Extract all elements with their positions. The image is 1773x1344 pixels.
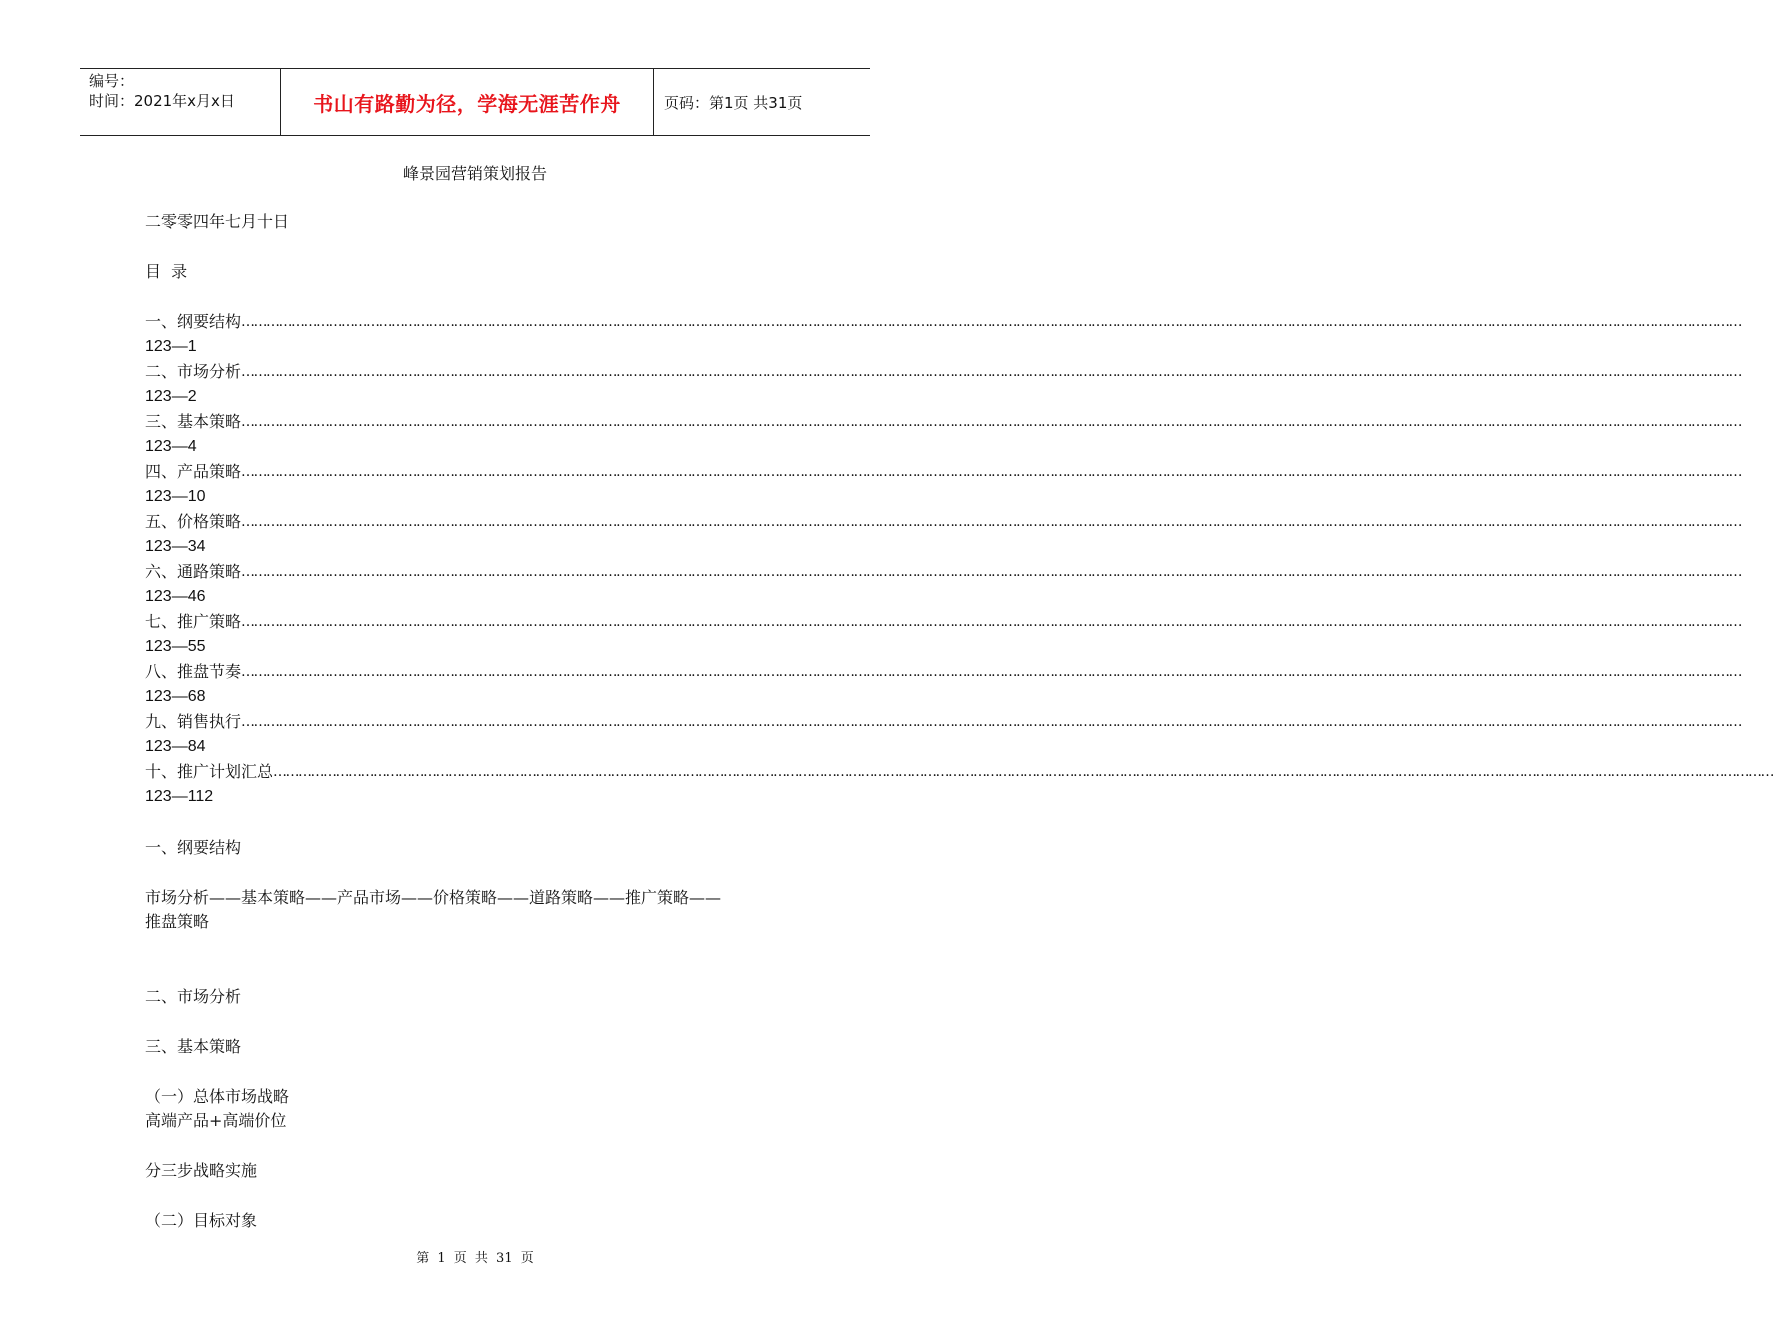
toc-entry-page: 123—10 [145,488,206,505]
toc-entry [145,610,1742,634]
toc-entry [145,660,1742,684]
header-time-label: 时间：2021年x月x日 [89,92,235,110]
page-footer: 第 1 页 共 31 页 [416,1251,534,1266]
toc-entry-page: 123—34 [145,538,206,555]
toc-dot-leader: ……………………………………………………………………………………………………………………………………………………………………………………………………………………………………………………………………………………………………………………………… [241,614,1742,630]
document-date: 二零零四年七月十日 [145,212,290,231]
toc-entry-label: 二、市场分析 [145,362,242,381]
toc-entry-label: 五、价格策略 [145,512,242,531]
section-1-heading: 一、纲要结构 [145,838,242,857]
toc-entry [145,410,1742,434]
toc-entry [145,710,1742,734]
section-1-body-line-2: 推盘策略 [145,912,210,931]
toc-heading: 目 录 [145,262,188,281]
section-1-body-line-1: 市场分析——基本策略——产品市场——价格策略——道路策略——推广策略—— [145,888,722,907]
header-page-info: 页码：第1页 共31页 [664,93,803,112]
toc-entry [145,360,1742,384]
section-3-heading: 三、基本策略 [145,1037,242,1056]
toc-entry-page: 123—4 [145,438,197,455]
toc-entry-page: 123—1 [145,338,197,355]
document-title: 峰景园营销策划报告 [402,164,547,183]
toc-entry [145,310,1742,334]
toc-dot-leader: ……………………………………………………………………………………………………………………………………………………………………………………………………………………………………………………………………………………………………………………………… [273,764,1773,780]
header-motto: 书山有路勤为径，学海无涯苦作舟 [313,91,621,116]
toc-entry [145,510,1742,534]
toc-entry-label: 一、纲要结构 [145,312,242,331]
toc-entry [145,460,1742,484]
toc-entry-page: 123—68 [145,688,206,705]
toc-dot-leader: ……………………………………………………………………………………………………………………………………………………………………………………………………………………………………………………………………………………………………………………………… [241,364,1742,380]
header-motto-cell [281,69,654,135]
subsection-1-heading: （一）总体市场战略 [145,1087,290,1106]
subsection-1-body: 高端产品+高端价位 [145,1111,287,1130]
header-number-label: 编号： [89,72,135,90]
toc-entry-page: 123—112 [145,788,214,805]
subsection-1-body-2: 分三步战略实施 [145,1161,258,1180]
toc-dot-leader: ……………………………………………………………………………………………………………………………………………………………………………………………………………………………………………………………………………………………………………………………… [241,414,1742,430]
toc-entry-label: 八、推盘节奏 [145,662,242,681]
header-page-info-cell [654,69,870,135]
document-body [145,210,1773,1233]
toc-entry-label: 六、通路策略 [145,562,242,581]
toc-dot-leader: ……………………………………………………………………………………………………………………………………………………………………………………………………………………………………………………………………………………………………………………………… [241,314,1742,330]
subsection-2-heading: （二）目标对象 [145,1211,258,1230]
toc-entry-label: 九、销售执行 [145,712,242,731]
toc-entry-page: 123—55 [145,638,206,655]
toc-entry-label: 四、产品策略 [145,462,242,481]
toc-dot-leader: ……………………………………………………………………………………………………………………………………………………………………………………………………………………………………………………………………………………………………………………………… [241,514,1742,530]
toc-entry-label: 七、推广策略 [145,612,242,631]
toc-entry-label: 十、推广计划汇总 [145,762,274,781]
toc-dot-leader: ……………………………………………………………………………………………………………………………………………………………………………………………………………………………………………………………………………………………………………………………… [241,714,1742,730]
table-of-contents [145,310,1773,810]
header-meta [80,69,281,135]
toc-entry [145,760,1773,784]
toc-entry [145,560,1742,584]
toc-entry-page: 123—2 [145,388,197,405]
toc-dot-leader: ……………………………………………………………………………………………………………………………………………………………………………………………………………………………………………………………………………………………………………………………… [241,564,1742,580]
toc-dot-leader: ……………………………………………………………………………………………………………………………………………………………………………………………………………………………………………………………………………………………………………………………… [241,664,1742,680]
section-2-heading: 二、市场分析 [145,987,242,1006]
page-header [80,68,870,136]
toc-entry-label: 三、基本策略 [145,412,242,431]
toc-entry-page: 123—46 [145,588,206,605]
toc-dot-leader: ……………………………………………………………………………………………………………………………………………………………………………………………………………………………………………………………………………………………………………………………… [241,464,1742,480]
toc-entry-page: 123—84 [145,738,206,755]
